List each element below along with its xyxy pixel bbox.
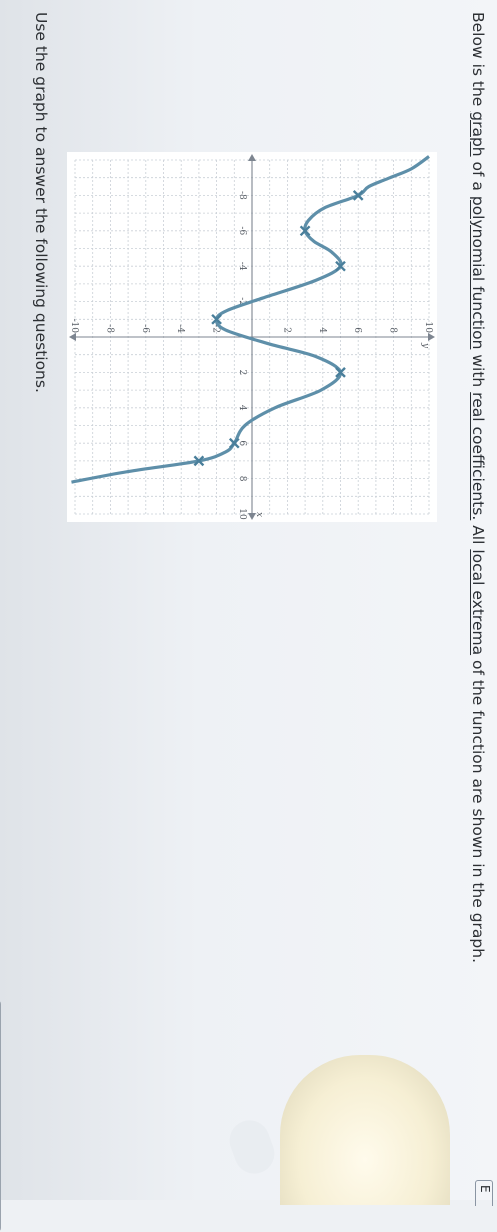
link-local-extrema[interactable]: local extrema [469, 549, 487, 656]
graph-svg [67, 152, 437, 522]
x-tick-label: 4 [237, 404, 247, 411]
x-axis-arrow-left [248, 154, 256, 161]
corner-button[interactable]: E [475, 1180, 493, 1206]
x-axis-label: x [254, 512, 264, 518]
y-axis-arrow-down [69, 333, 76, 341]
x-tick-label: -4 [237, 261, 247, 271]
problem-statement [469, 12, 487, 1152]
y-axis-arrow-up [428, 333, 435, 341]
link-graph[interactable]: graph [469, 111, 487, 157]
y-tick-label: 8 [387, 327, 398, 333]
answer-area[interactable] [0, 1000, 1, 1232]
y-tick-label: -4 [175, 324, 186, 333]
y-tick-label: -10 [69, 318, 79, 333]
x-tick-label: -2 [237, 297, 247, 306]
x-tick-label: -8 [237, 191, 247, 200]
x-tick-label: 6 [237, 440, 247, 447]
link-real-coefficients[interactable]: real coefficients. [469, 392, 487, 521]
intro-text-4: All [469, 520, 487, 550]
x-tick-label: 2 [237, 369, 247, 376]
y-tick-label: 4 [316, 327, 327, 333]
y-tick-label: -6 [139, 324, 150, 333]
intro-text-5: of the function are shown in the graph. [469, 655, 487, 964]
polynomial-graph [67, 152, 437, 522]
question-text: Use the graph to answer the following questions. [32, 12, 50, 393]
y-axis-label: y [420, 343, 430, 349]
intro-text-2: of a [469, 156, 487, 196]
x-tick-label: 8 [237, 475, 247, 482]
y-tick-label: -8 [104, 324, 115, 333]
intro-text-3: with [469, 349, 487, 393]
link-polynomial-function[interactable]: polynomial function [469, 195, 487, 350]
x-tick-label: 10 [237, 508, 247, 520]
y-tick-label: 2 [281, 327, 292, 333]
intro-text-1: Below is the [469, 12, 487, 112]
y-tick-label: 10 [423, 321, 433, 333]
y-tick-label: -2 [210, 324, 221, 333]
x-tick-label: -6 [237, 226, 247, 236]
light-glare [280, 1055, 450, 1205]
y-tick-label: 6 [352, 327, 363, 333]
